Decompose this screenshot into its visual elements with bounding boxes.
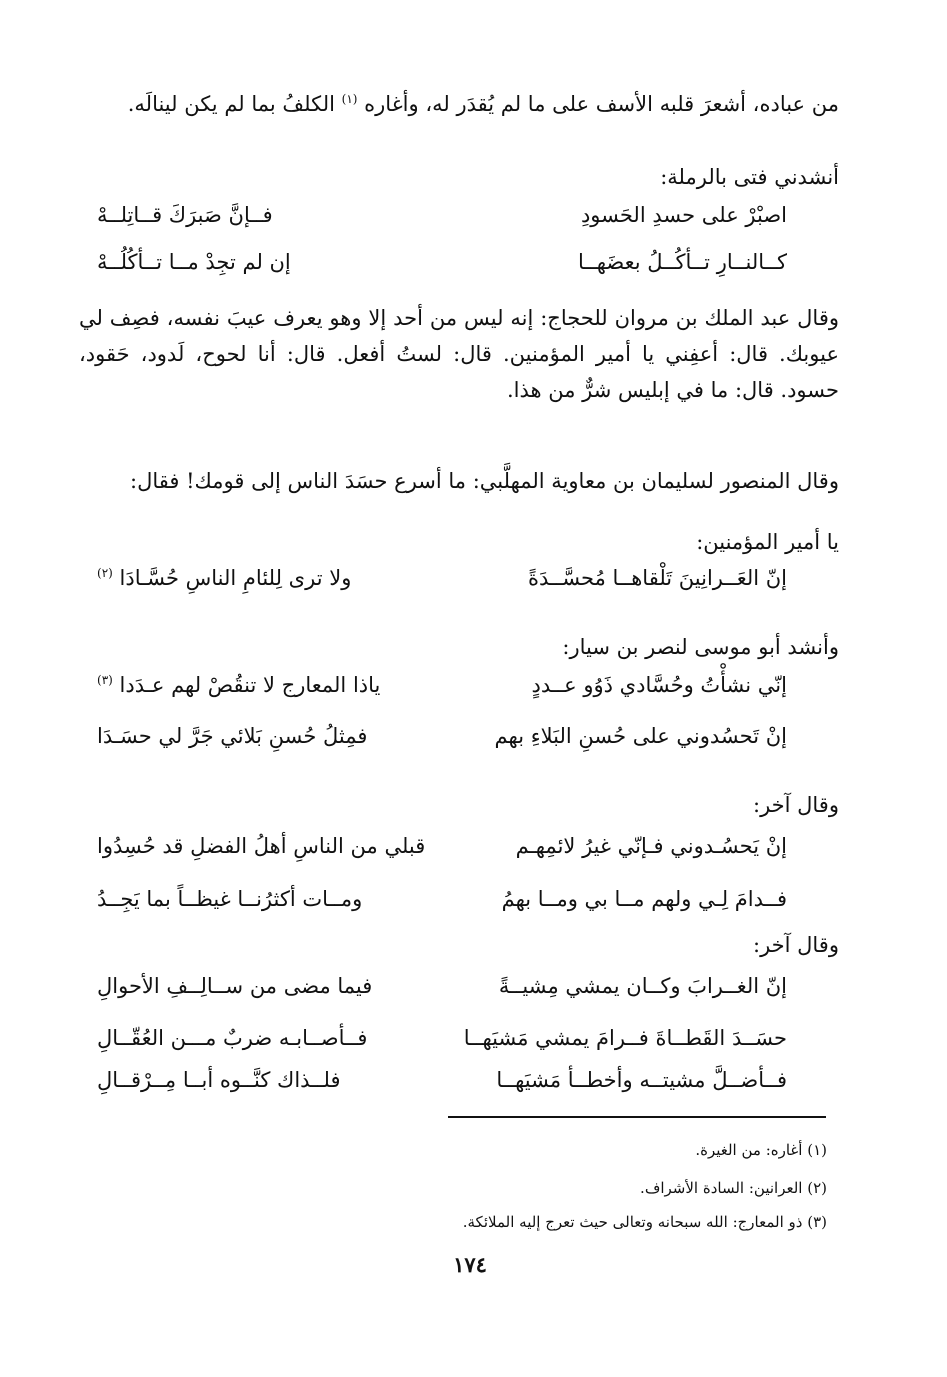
verse-ramla-2-second: إن لم تجِدْ مــا تــأكُلُــهْ [97, 250, 291, 274]
intro-other-1: وقال آخر: [753, 793, 839, 817]
paragraph-opening [79, 86, 839, 122]
verse-other2-3-first: فــأضــلَّ مشيتــه وأخطــأ مَشيَهــا [496, 1068, 787, 1092]
verse-other2-1-first: إنّ الغــرابَ وكــان يمشي مِشيــةً [498, 974, 787, 998]
footnote-reference-1: (١) [341, 92, 358, 106]
verse-nasr-1-second-text: ياذا المعارج لا تنقُصْ لهم عـدَدا [119, 673, 381, 697]
page-number: ١٧٤ [453, 1252, 487, 1277]
paragraph-opening-text: من عباده، أشعرَ قلبه الأسف على ما لم يُقدَر له، وأغاره [364, 92, 839, 116]
verse-nasr-2-second: فمِثلُ حُسنِ بَلائي جَرَّ لي حسَـدَا [97, 724, 368, 748]
verse-nasr-2-first: إنْ تَحسُدوني على حُسنِ البَلاءِ بهم [494, 724, 787, 748]
intro-ramla: أنشدني فتى بالرملة: [660, 165, 839, 189]
verse-ramla-1-second: فــإنَّ صَبرَكَ قــاتِلــهْ [97, 203, 273, 227]
verse-other1-1-first: إنْ يَحسُـدوني فـإنّي غيرُ لائمِهـم [515, 834, 787, 858]
verse-mansur-second [97, 558, 427, 598]
verse-nasr-1-first: إنّي نشأْتُ وحُسَّادي ذَوُو عــددٍ [531, 673, 787, 697]
paragraph-mansur: وقال المنصور لسليمان بن معاوية المهلَّبي: ما أسرع حسَدَ الناس إلى قومك! فقال: [130, 469, 839, 493]
verse-other2-2-first: حسَــدَ القَطــاةَ فــرامَ يمشي مَشيَهــا [463, 1026, 787, 1050]
verse-mansur-second-text: ولا ترى لِلئامِ الناسِ حُسَّـادَا [119, 566, 352, 590]
footnote-reference-2: (٢) [97, 566, 113, 580]
footnote-3: (٣) ذو المعارج: الله سبحانه وتعالى حيث تعرج إليه الملائكة. [462, 1213, 827, 1231]
verse-ramla-1-first: اصبْرْ على حسدِ الحَسودِ [580, 203, 787, 227]
intro-other-2: وقال آخر: [753, 933, 839, 957]
footnote-separator [448, 1116, 826, 1118]
paragraph-opening-end: الكلفُ بما لم يكن لينالَه. [127, 92, 335, 116]
verse-nasr-1-second [97, 665, 427, 705]
verse-other1-1-second: قبلي من الناسِ أهلُ الفضلِ قد حُسِدُوا [97, 834, 426, 858]
verse-other1-2-second: ومــات أكثرُنــا غيظــاً بما يَجِــدُ [97, 887, 363, 911]
verse-ramla-2-first: كــالنــارِ تــأكُــلُ بعضَهــا [578, 250, 787, 274]
footnote-1: (١) أغاره: من الغيرة. [695, 1141, 827, 1159]
verse-mansur-first: إنّ العَــرانِينَ تَلْقاهــا مُحسَّــدَةً [527, 566, 787, 590]
footnote-reference-3: (٣) [97, 673, 113, 687]
verse-other2-2-second: فــأصــابـه ضربٌ مـــن العُقّــالِ [97, 1026, 368, 1050]
paragraph-abd-al-malik: وقال عبد الملك بن مروان للحجاج: إنه ليس من أحد إلا وهو يعرف عيبَ نفسه، فصِف لي عيوبك. قال: أعفِني يا أمير المؤمنين. قال: لستُ أفعل. قال: أنا لحوح، لَدود، حَقود، حسود. قال: ما في إبليس شرٌّ من هذا. [79, 306, 839, 402]
verse-other1-2-first: فــدامَ لِـي ولهم مــا بي ومــا بهمُ [501, 887, 787, 911]
verse-other2-3-second: فلــذاك كنَّــوه أبــا مِــرْقــالِ [97, 1068, 341, 1092]
footnote-2: (٢) العرانين: السادة الأشراف. [640, 1179, 827, 1197]
intro-abu-musa: وأنشد أبو موسى لنصر بن سيار: [562, 635, 839, 659]
intro-amir: يا أمير المؤمنين: [696, 530, 839, 554]
verse-other2-1-second: فيما مضى من ســالِــفِ الأحوالِ [97, 974, 373, 998]
